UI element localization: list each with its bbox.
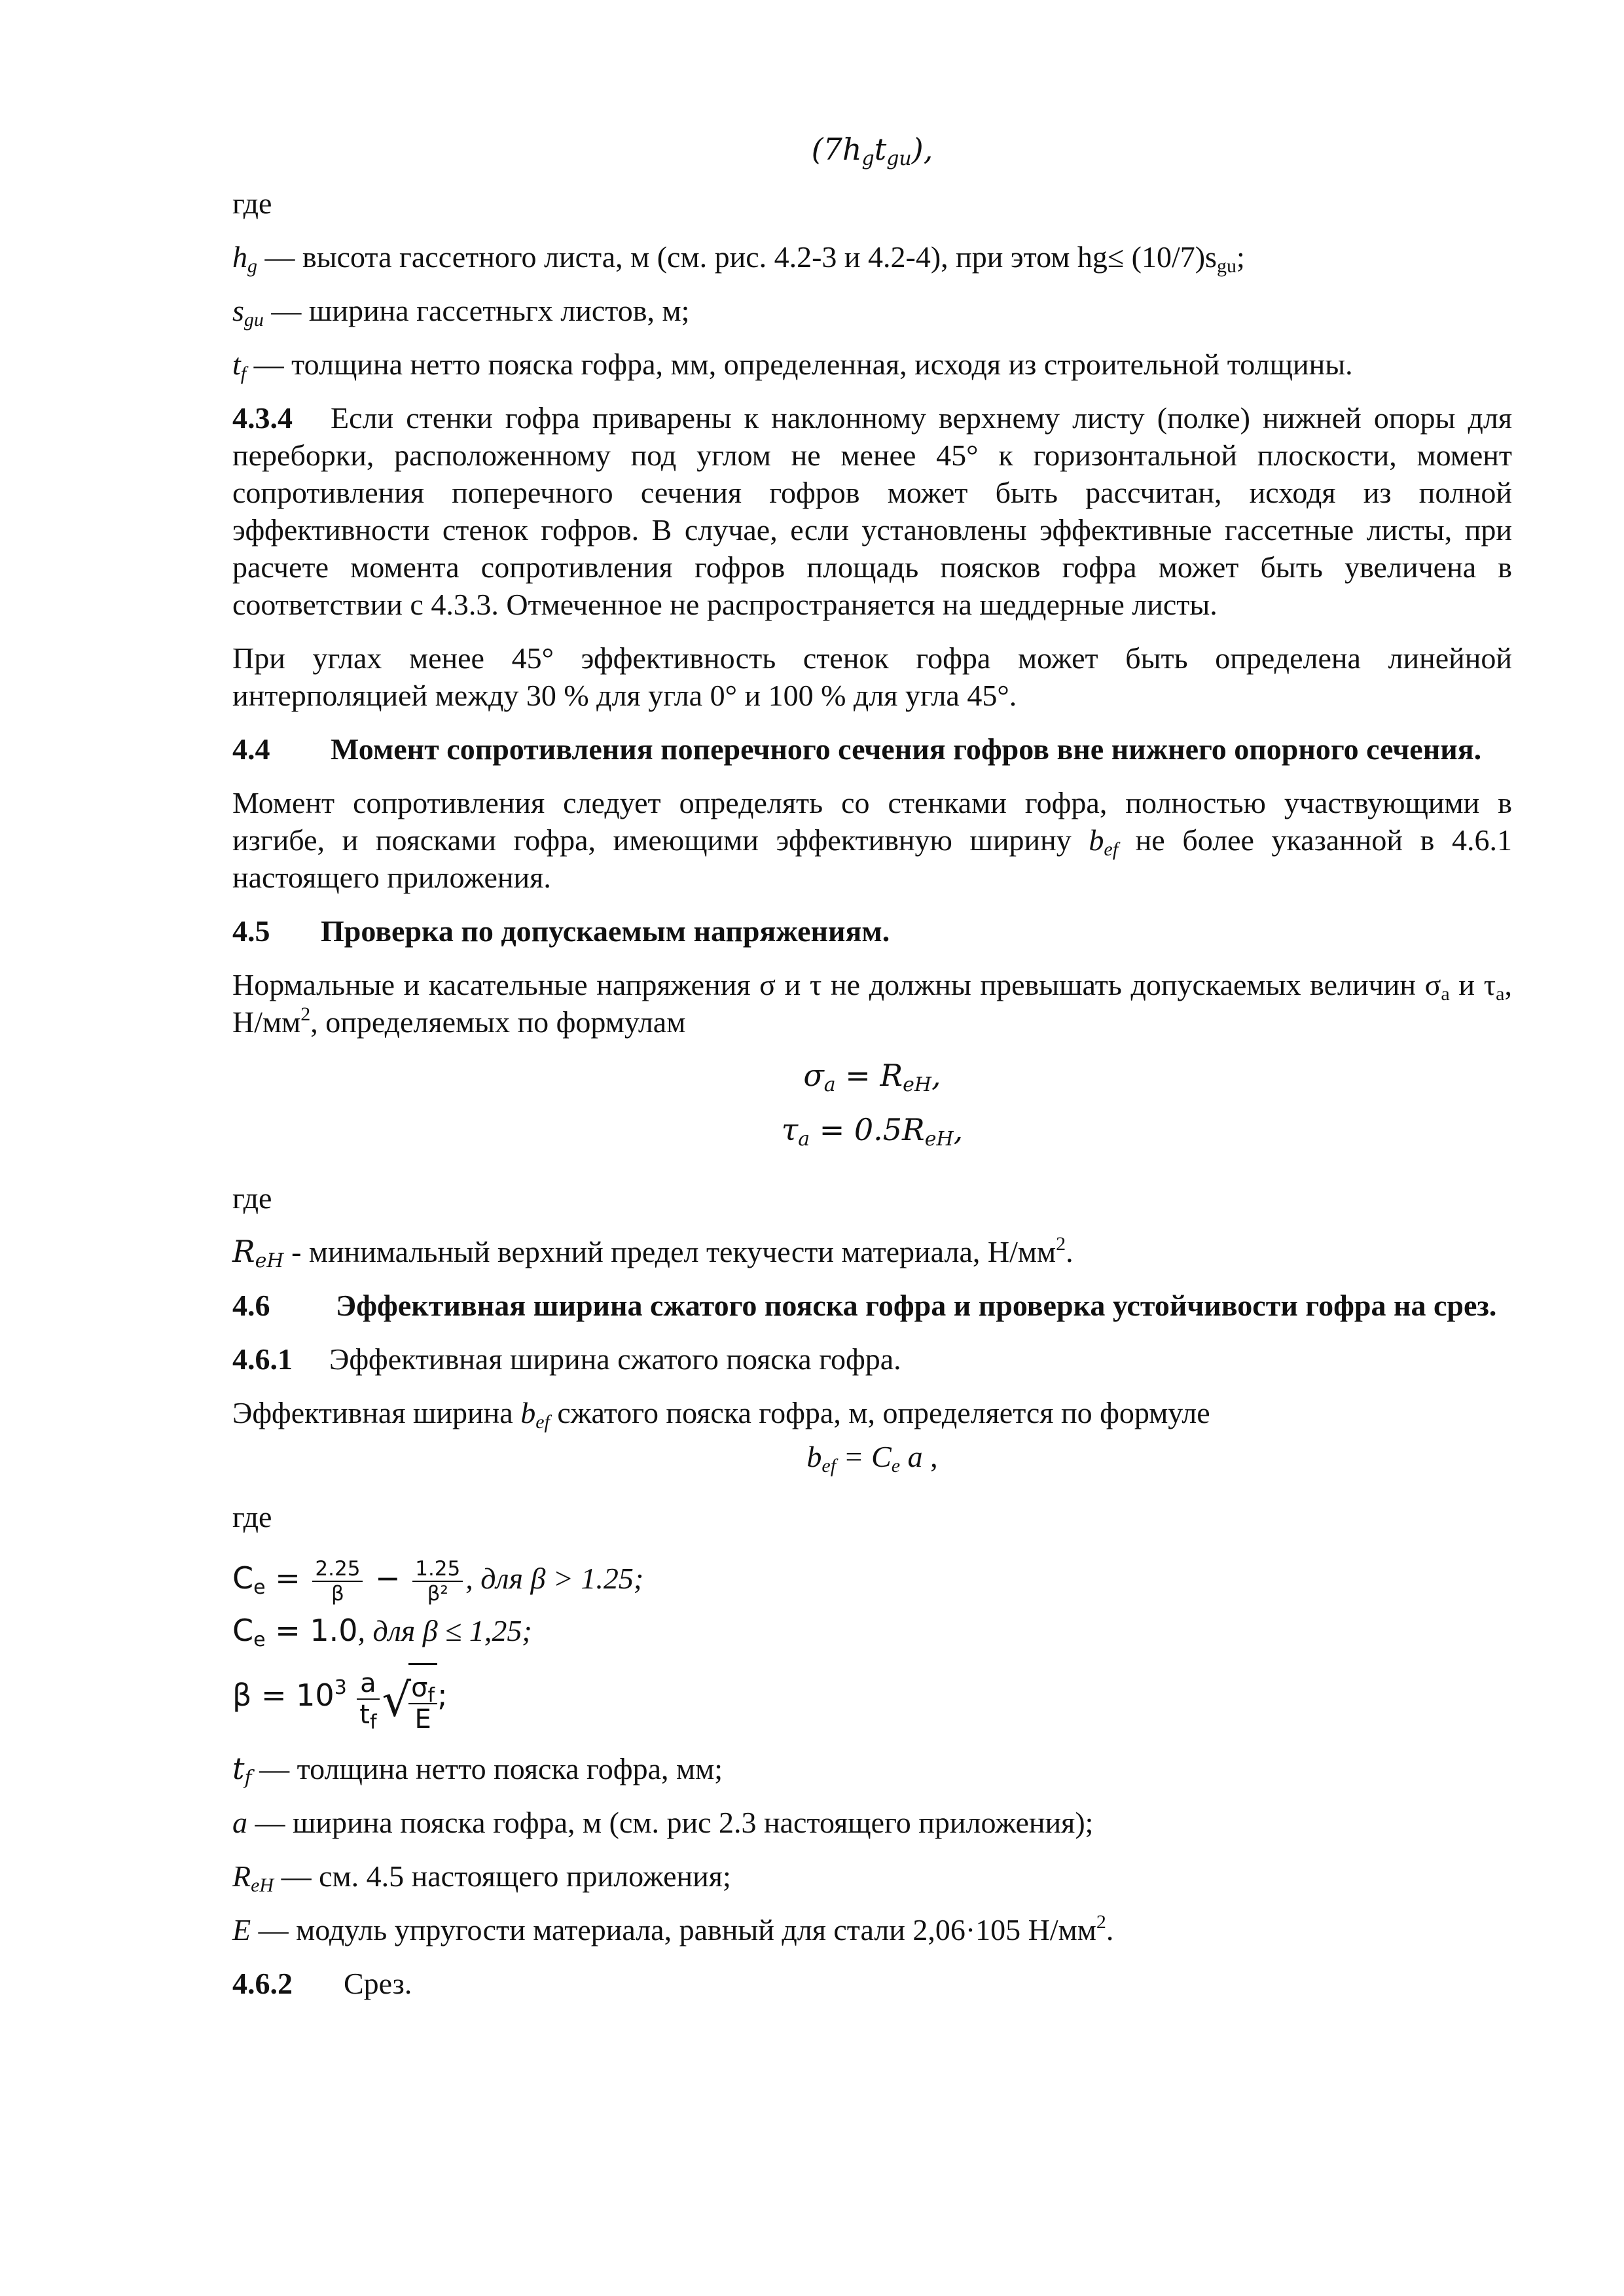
section-number: 4.4	[232, 732, 270, 766]
equation-condition: , для β ≤ 1,25;	[357, 1614, 532, 1648]
symbol-sub: f	[240, 363, 247, 384]
section-text: Нормальные и касательные напряжения σ и τ не должны превышать допускаемых величин σ	[232, 968, 1441, 1001]
equation-sub: ef	[821, 1455, 837, 1477]
symbol-sub: a	[1496, 983, 1505, 1005]
symbol-sub: gu	[1216, 255, 1236, 277]
definition-text: — высота гассетного листа, м (см. рис. 4.2-3 и 4.2-4), при этом hg≤ (10/7)s	[257, 240, 1217, 274]
fraction-numerator: 2.25	[312, 1557, 363, 1582]
equation-part: ,	[931, 1058, 941, 1093]
superscript: 2	[1056, 1233, 1066, 1255]
section-number: 4.6.1	[232, 1342, 293, 1376]
fraction-denominator: β	[331, 1582, 344, 1606]
section-4-6-heading	[232, 1287, 1512, 1324]
definition-text: .	[1106, 1912, 1114, 1946]
definition-e	[232, 1911, 1512, 1948]
symbol: t	[232, 348, 241, 381]
fraction	[357, 1668, 379, 1734]
definition-sgu	[232, 292, 1512, 329]
definition-text: — толщина нетто пояска гофра, мм, определенная, исходя из строительной толщины.	[246, 348, 1353, 381]
definition-text: — см. 4.5 настоящего приложения;	[274, 1859, 731, 1893]
symbol: s	[232, 294, 244, 327]
fraction-part: t	[359, 1699, 370, 1730]
equation-part: a	[900, 1440, 923, 1473]
section-text: Момент сопротивления следует определять со стенками гофра, полностью участвующими в изгибе, и поясками гофра, имеющими эффективную ширину	[232, 786, 1512, 857]
superscript: 2	[300, 1003, 311, 1025]
superscript: 2	[1096, 1910, 1106, 1933]
symbol: t	[232, 1750, 245, 1786]
fraction-sub: f	[369, 1710, 377, 1734]
equation-part: β = 10	[232, 1677, 334, 1713]
equation-sub: eH	[924, 1128, 954, 1151]
symbol-sub: eH	[255, 1249, 284, 1272]
radicand	[408, 1663, 437, 1737]
where-label: где	[232, 1500, 272, 1534]
symbol-sub: ef	[1104, 838, 1119, 860]
symbol-sub: a	[1441, 983, 1450, 1005]
equation-sigma-a	[232, 1052, 1512, 1099]
section-4-3-4	[232, 399, 1512, 623]
equation-part: = 1.0	[265, 1613, 358, 1649]
radical-sign: √	[382, 1673, 412, 1727]
section-title: Момент сопротивления поперечного сечения гофров вне нижнего опорного сечения.	[331, 732, 1482, 766]
definition-reh-2	[232, 1857, 1512, 1895]
section-4-4-text	[232, 784, 1512, 896]
section-text: не более указанной в 4.6.1 настоящего приложения.	[232, 823, 1512, 894]
formula-7hg-tgu	[232, 131, 1512, 168]
section-text: сжатого пояска гофра, м, определяется по формуле	[549, 1396, 1210, 1429]
section-number: 4.6	[232, 1289, 270, 1322]
fraction-denominator	[357, 1699, 379, 1734]
symbol: b	[1089, 823, 1104, 857]
definition-hg	[232, 238, 1512, 276]
section-title: Срез.	[344, 1966, 412, 2000]
fraction	[412, 1557, 463, 1605]
fraction-denominator: E	[414, 1704, 431, 1735]
section-text: , определяемых по формулам	[310, 1005, 686, 1039]
section-text: Эффективная ширина	[232, 1396, 521, 1429]
equation-part: = C	[836, 1440, 892, 1473]
definition-a	[232, 1804, 1512, 1841]
section-4-5-text	[232, 966, 1512, 1041]
section-text: и τ	[1449, 968, 1496, 1001]
section-4-5-heading	[232, 912, 1512, 950]
symbol-sub: g	[247, 255, 257, 277]
section-4-4-heading	[232, 730, 1512, 768]
equation-sub: e	[253, 1576, 266, 1599]
section-number: 4.6.2	[232, 1966, 293, 2000]
formula-sub: g	[861, 147, 875, 170]
section-title: Эффективная ширина сжатого пояска гофра.	[329, 1342, 901, 1376]
equation-part: −	[365, 1560, 410, 1596]
equation-tau-a	[232, 1107, 1512, 1153]
equation-part: C	[232, 1613, 254, 1649]
definition-text: — ширина гассетньгх листов, м;	[263, 294, 690, 327]
symbol: h	[232, 240, 247, 274]
formula-part: t	[874, 132, 887, 167]
definition-text: ;	[1236, 240, 1245, 274]
equation-condition: , для β > 1.25;	[465, 1562, 644, 1595]
fraction-numerator	[408, 1673, 437, 1708]
definition-text: — толщина нетто пояска гофра, мм;	[251, 1751, 723, 1785]
equation-sub: a	[798, 1128, 810, 1151]
equation-part: b	[806, 1440, 822, 1473]
equation-ce-2	[232, 1612, 1512, 1652]
equation-bef	[232, 1438, 1512, 1475]
document-page	[232, 131, 1512, 2018]
equation-sub: eH	[903, 1073, 931, 1096]
equation-sub: a	[823, 1073, 836, 1096]
square-root	[382, 1661, 438, 1737]
where-label: где	[232, 1181, 272, 1215]
where-label: где	[232, 187, 272, 220]
superscript: 3	[334, 1676, 347, 1700]
symbol-sub: ef	[535, 1411, 550, 1433]
equation-beta	[232, 1659, 1512, 1736]
section-text: Если стенки гофра приварены к наклонному верхнему листу (полке) нижней опоры для переборки, расположенному под углом не менее 45° к горизонтальной плоскости, момент сопротивления поперечного сечения гофров может быть рассчитан, исходя из полной эффективности стенок гофров. В случае, если установлены эффективные гассетные листы, при расчете момента сопротивления гофров площадь поясков гофра может быть увеличена в соответствии с 4.3.3. Отмеченное не распространяется на шеддерные листы.	[232, 401, 1512, 621]
fraction-numerator: 1.25	[412, 1557, 463, 1582]
equation-part: ,	[953, 1112, 964, 1147]
equation-ce-1	[232, 1552, 1512, 1605]
section-title: Проверка по допускаемым напряжениям.	[321, 914, 890, 948]
symbol-sub: gu	[244, 309, 264, 331]
symbol: E	[232, 1912, 251, 1946]
definition-reh	[232, 1233, 1512, 1270]
formula-sub: gu	[886, 147, 912, 170]
definition-tf	[232, 346, 1512, 383]
symbol: R	[232, 1859, 251, 1893]
section-number: 4.5	[232, 914, 270, 948]
fraction-sub: f	[427, 1684, 435, 1708]
section-title: Эффективная ширина сжатого пояска гофра и проверка устойчивости гофра на срез.	[336, 1289, 1497, 1322]
formula-part: (7h	[811, 132, 862, 167]
section-number: 4.3.4	[232, 401, 293, 435]
equation-sub: e	[253, 1628, 266, 1652]
symbol: b	[520, 1396, 536, 1429]
equation-part: = R	[835, 1058, 903, 1093]
paragraph-angles: При углах менее 45° эффективность стенок гофра может быть определена линейной интерполяцией между 30 % для угла 0° и 100 % для угла 45°.	[232, 641, 1512, 712]
symbol: a	[232, 1805, 247, 1839]
equation-sub: e	[891, 1455, 901, 1477]
symbol-sub: eH	[251, 1874, 274, 1896]
fraction-part: σ	[411, 1673, 428, 1704]
definition-tf-2	[232, 1750, 1512, 1787]
equation-part: σ	[803, 1058, 824, 1093]
symbol: R	[232, 1234, 255, 1269]
fraction	[408, 1673, 437, 1734]
formula-part: ),	[911, 132, 933, 167]
definition-text: — ширина пояска гофра, м (см. рис 2.3 настоящего приложения);	[247, 1805, 1094, 1839]
fraction-numerator: a	[357, 1668, 379, 1700]
definition-text: — модуль упругости материала, равный для стали 2,06·105 Н/мм	[251, 1912, 1096, 1946]
equation-part: ;	[437, 1677, 448, 1713]
equation-part: ,	[922, 1440, 938, 1473]
section-4-6-1-text	[232, 1394, 1512, 1431]
section-4-6-2-heading	[232, 1965, 1512, 2002]
equation-part: C	[232, 1560, 254, 1596]
fraction	[312, 1557, 363, 1605]
equation-part: = 0.5R	[810, 1112, 925, 1147]
equation-part: τ	[781, 1112, 799, 1147]
section-4-6-1-heading	[232, 1340, 1512, 1378]
fraction-denominator: β²	[427, 1582, 448, 1606]
equation-part: =	[265, 1560, 310, 1596]
definition-text: - минимальный верхний предел текучести материала, Н/мм	[283, 1235, 1056, 1268]
section-text: , Н/мм	[232, 968, 1512, 1039]
symbol-sub: f	[244, 1766, 252, 1789]
definition-text: .	[1066, 1235, 1074, 1268]
